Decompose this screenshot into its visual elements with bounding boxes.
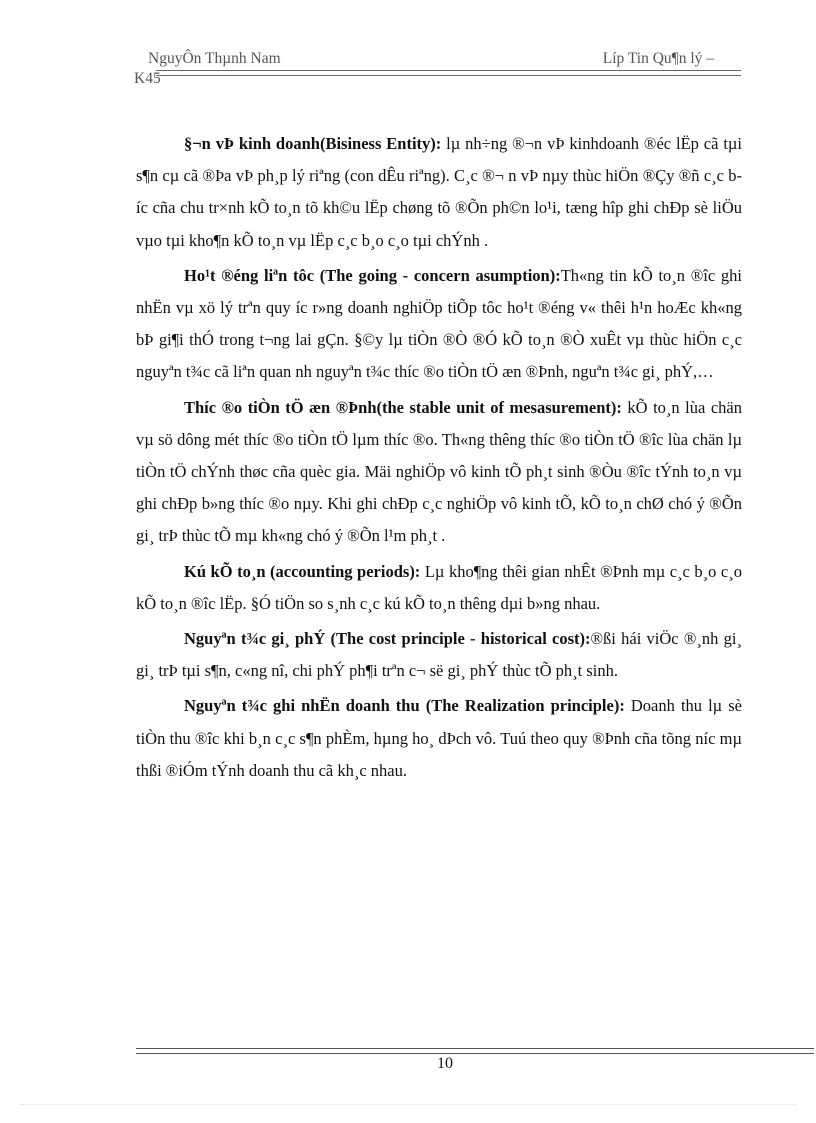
term: Nguyªn t¾c gi¸ phÝ (The cost principle - historical cost):: [184, 629, 591, 649]
paragraph-text: Th«ng tin kÕ to¸n ®îc ghi nhËn vµ xö lý trªn quy íc r»ng doanh nghiÖp tiÕp tôc ho¹t ®éng v« thêi h¹n hoÆc kh«ng bÞ gi¶i thÓ trong t¬ng lai gÇn. §©y lµ tiÒn ®Ò ®Ó kÕ to¸n ®Ò xuÊt vµ thùc hiÖn c¸c nguyªn t¾c cã liªn quan nh nguyªn t¾c thíc ®o tiÒn tÖ æn ®Þnh, nguªn t¾c gi¸ phÝ,…: [136, 265, 742, 382]
term: §¬n vÞ kinh doanh(Bisiness Entity):: [184, 134, 442, 153]
footer-rule: [136, 1048, 814, 1054]
paragraph-text: Lµ kho¶ng thêi gian nhÊt ®Þnh mµ c¸c b¸o c¸o kÕ to¸n ®îc lËp. §Ó tiÖn so s¸nh c¸c kú kÕ to¸n thêng dµi b»ng nhau.: [136, 561, 742, 613]
paragraph-going-concern: [136, 260, 742, 389]
paragraph-text: lµ nh÷ng ®¬n vÞ kinhdoanh ®éc lËp cã tµi s¶n cµ cã ®Þa vÞ ph¸p lý riªng (con dÊu riªng). C¸c ®¬ n vÞ nµy thùc hiÖn ®Çy ®ñ c¸c bíc cña chu tr×nh kÕ to¸n tõ kh©u lËp chøng tõ ®Õn ph©n lo¹i, tæng hîp ghi chÐp sè liÖu vµo tµi kho¶n kÕ to¸n vµ lËp c¸c b¸o c¸o tµi chÝnh .: [136, 134, 742, 250]
page-bottom-border: [20, 1104, 796, 1105]
paragraph-realization-principle: [136, 690, 742, 787]
page-number: 10: [437, 1055, 453, 1072]
document-body: [136, 128, 742, 790]
paragraph-cost-principle: [136, 623, 742, 687]
paragraph-text: Doanh thu lµ sè tiÒn thu ®îc khi b¸n c¸c s¶n phÈm, hµng ho¸ dÞch vô. Tuú theo quy ®Þnh cña tõng níc mµ thßi ®iÓm tÝnh doanh thu cã kh¸c nhau.: [136, 696, 742, 780]
term: Nguyªn t¾c ghi nhËn doanh thu (The Realization principle):: [184, 696, 625, 716]
header-class-cont: K45: [134, 70, 161, 87]
header-class: Líp Tin Qu¶n lý –: [602, 50, 714, 67]
paragraph-stable-unit: [136, 392, 742, 553]
header-rule: [156, 70, 741, 76]
paragraph-business-entity: [136, 128, 742, 257]
term: Kú kÕ to¸n (accounting periods):: [184, 561, 421, 581]
paragraph-text: ®ßi hái viÖc ®¸nh gi¸ gi¸ trÞ tµi s¶n, c«ng nî, chi phÝ ph¶i trªn c¬ së gi¸ phÝ thùc tÕ ph¸t sinh.: [136, 629, 742, 681]
header-author: NguyÔn Thµnh Nam: [148, 50, 281, 67]
term: Ho¹t ®éng liªn tôc (The going - concern asumption):: [184, 265, 561, 285]
paragraph-accounting-periods: [136, 556, 742, 620]
paragraph-text: kÕ to¸n lùa chän vµ sö dông mét thíc ®o tiÒn tÖ lµm thíc ®o. Th«ng thêng thíc ®o tiÒn tÖ ®îc lùa chän lµ tiÒn tÖ chÝnh thøc cña quèc gia. Mäi nghiÖp vô kinh tÕ ph¸t sinh ®Òu ®îc tÝnh to¸n vµ ghi chÐp b»ng thíc ®o nµy. Khi ghi chÐp c¸c nghiÖp vô kinh tÕ, kÕ to¸n chØ chó ý ®Õn gi¸ trÞ thùc tÕ mµ kh«ng chó ý ®Õn l¹m ph¸t .: [136, 397, 742, 546]
term: Thíc ®o tiÒn tÖ æn ®Þnh(the stable unit of mesasurement):: [184, 397, 622, 417]
